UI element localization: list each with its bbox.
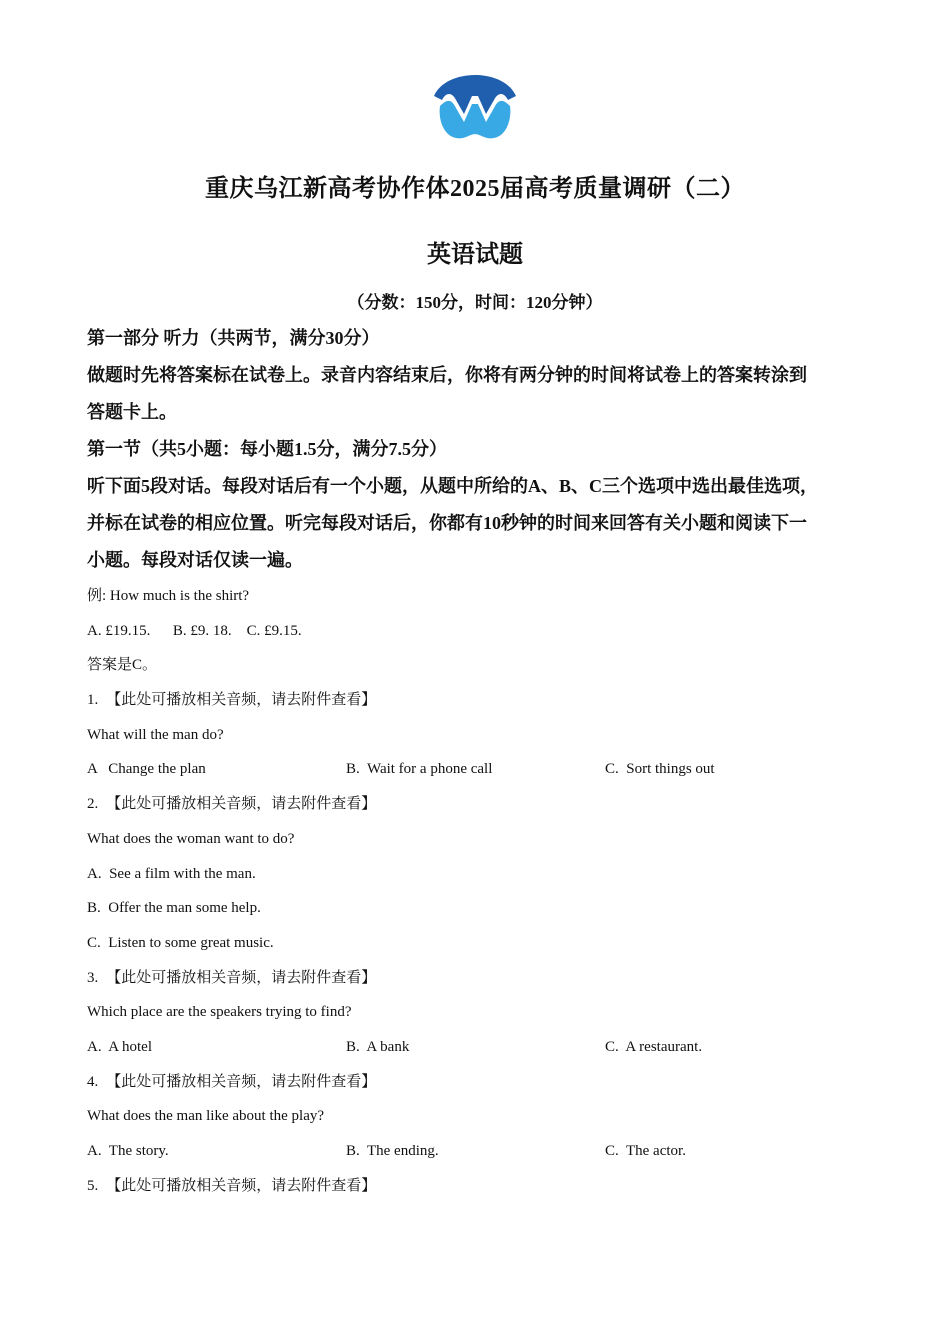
option-b: B. A bank [346, 1038, 410, 1055]
audio-placeholder[interactable]: 【此处可播放相关音频，请去附件查看】 [106, 969, 377, 986]
part-instruction-1: 做题时先将答案标在试卷上。录音内容结束后，你将有两分钟的时间将试卷上的答案转涂到 [87, 365, 807, 385]
option-a: A. A hotel [87, 1038, 153, 1055]
question-4-text: What does the man like about the play? [87, 1108, 325, 1125]
exam-title: 重庆乌江新高考协作体2025届高考质量调研（二） [205, 176, 745, 202]
example-options: A. £19.15. B. £9. 18. C. £9.15. [87, 622, 302, 639]
section-instruction-2: 并标在试卷的相应位置。听完每段对话后，你都有10秒钟的时间来回答有关小题和阅读下一 [87, 513, 807, 533]
audio-placeholder[interactable]: 【此处可播放相关音频，请去附件查看】 [106, 1177, 377, 1194]
question-number: 4. [87, 1073, 99, 1090]
question-4-options [87, 1134, 887, 1169]
score-time: （分数：150分，时间：120分钟） [347, 293, 603, 312]
question-number: 3. [87, 969, 99, 986]
option-c: C. Listen to some great music. [87, 934, 274, 951]
option-c: C. A restaurant. [605, 1038, 703, 1055]
question-1-header [87, 683, 887, 718]
audio-placeholder[interactable]: 【此处可播放相关音频，请去附件查看】 [106, 692, 377, 709]
question-number: 5. [87, 1177, 99, 1194]
question-2-header [87, 787, 887, 822]
option-b: B. Offer the man some help. [87, 900, 261, 917]
example-answer: 答案是C。 [87, 657, 158, 674]
part-heading: 第一部分 听力（共两节，满分30分） [87, 328, 380, 348]
option-a: A. See a film with the man. [87, 865, 256, 882]
wave-logo-icon [428, 70, 522, 142]
audio-placeholder[interactable]: 【此处可播放相关音频，请去附件查看】 [106, 1073, 377, 1090]
question-3-header [87, 961, 887, 996]
part-instruction-2: 答题卡上。 [87, 402, 177, 422]
option-b: B. The ending. [346, 1143, 439, 1159]
option-c: C. Sort things out [605, 761, 715, 778]
option-a: A Change the plan [87, 761, 206, 778]
section-heading: 第一节（共5小题：每小题1.5分，满分7.5分） [87, 439, 447, 459]
question-3-text: Which place are the speakers trying to find? [87, 1004, 352, 1021]
option-a: A. The story. [87, 1143, 169, 1159]
example-question: 例: How much is the shirt? [87, 588, 250, 604]
question-3-options [87, 1030, 887, 1065]
question-4-header [87, 1065, 887, 1100]
audio-placeholder[interactable]: 【此处可播放相关音频，请去附件查看】 [106, 796, 377, 813]
question-number: 2. [87, 796, 99, 813]
exam-content [87, 320, 887, 1203]
option-c: C. The actor. [605, 1143, 686, 1159]
option-b: B. Wait for a phone call [346, 761, 493, 778]
question-1-options [87, 752, 887, 787]
question-5-header [87, 1169, 887, 1204]
section-instruction-3: 小题。每段对话仅读一遍。 [87, 550, 303, 570]
question-number: 1. [87, 692, 99, 709]
question-1-text: What will the man do? [87, 726, 224, 743]
section-instruction-1: 听下面5段对话。每段对话后有一个小题，从题中所给的A、B、C三个选项中选出最佳选项， [87, 476, 818, 496]
subject-title: 英语试题 [427, 242, 523, 268]
question-2-text: What does the woman want to do? [87, 830, 295, 847]
